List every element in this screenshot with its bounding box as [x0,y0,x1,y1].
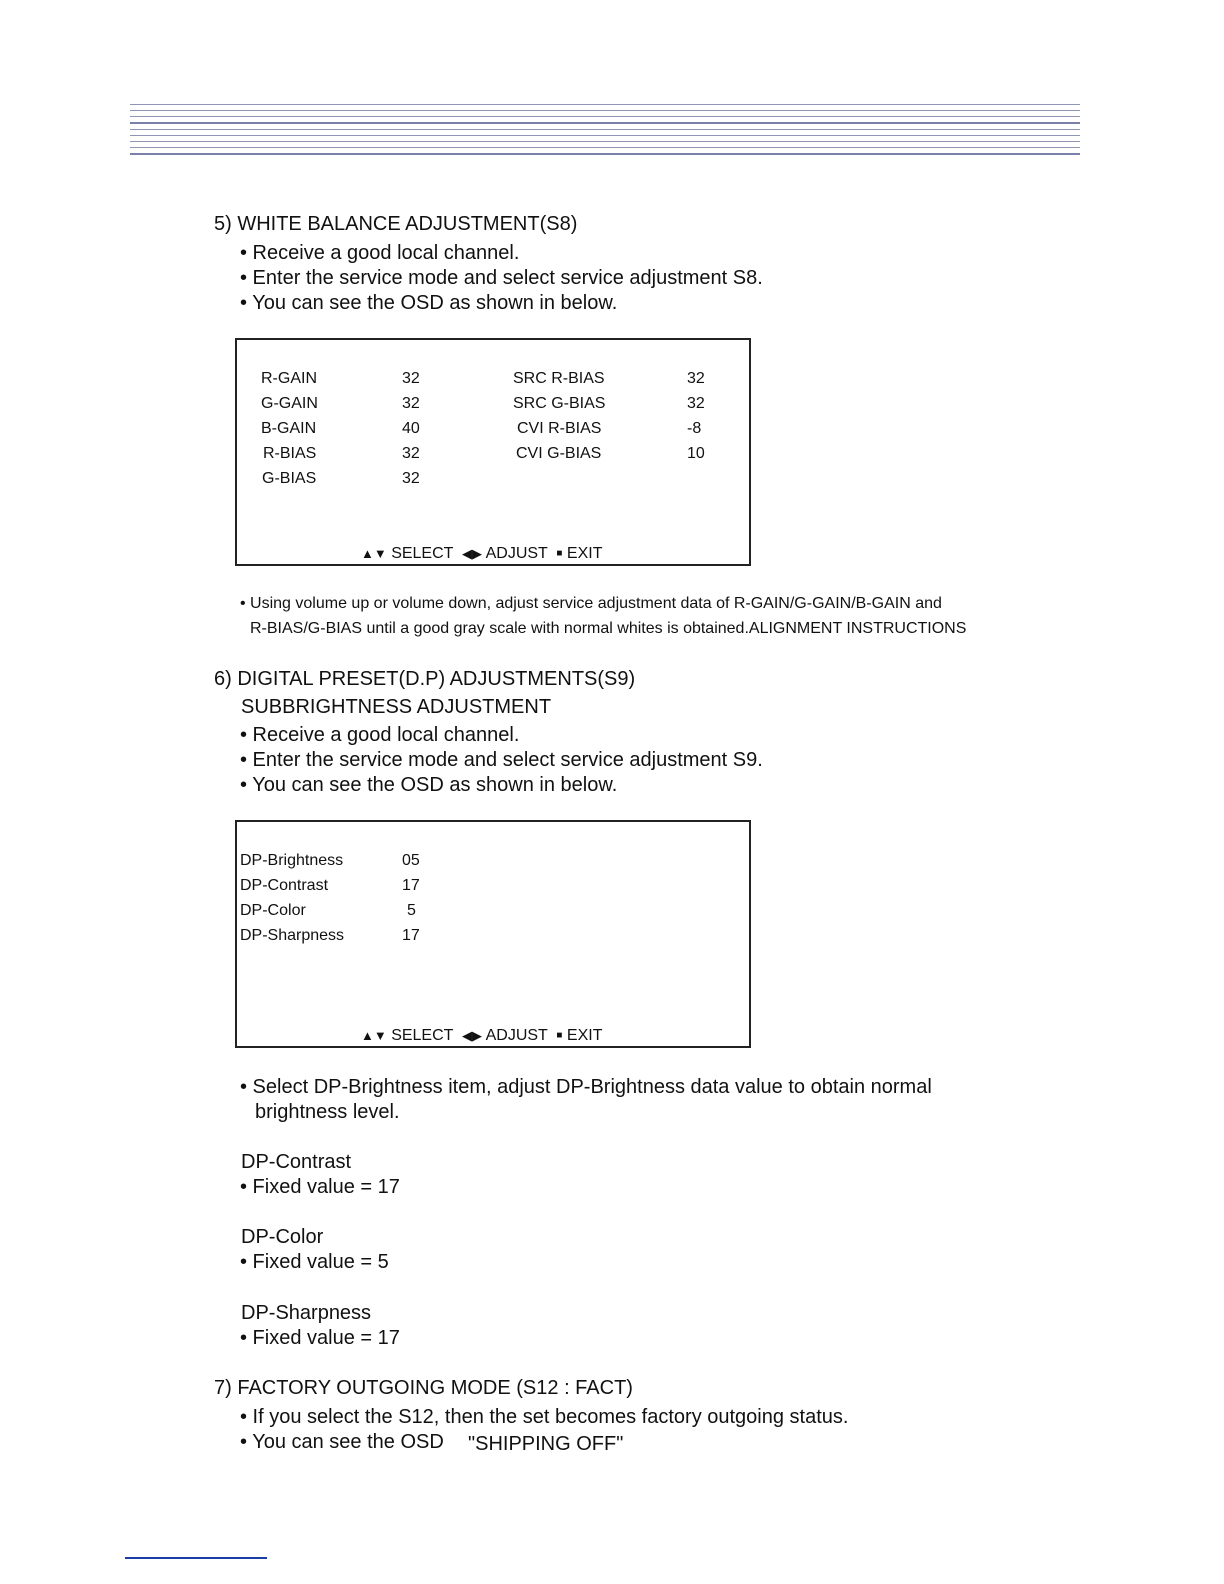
osd-value: 17 [402,927,420,944]
osd-label: DP-Brightness [240,852,344,869]
osd-value: 05 [402,852,420,869]
osd-value: 32 [687,370,705,387]
section6-bullet-2: • Enter the service mode and select service adjustment S9. [240,749,763,771]
osd-value: 40 [402,420,420,437]
section5-bullet-3: • You can see the OSD as shown in below. [240,292,618,314]
osd-label: SRC R-BIAS [513,370,605,387]
dp-sharpness-value: • Fixed value = 17 [240,1327,400,1349]
left-right-arrow-icon: ◀▶ [462,546,483,561]
osd-label: CVI G-BIAS [516,445,602,462]
stop-square-icon: ■ [556,1030,563,1041]
osd-label: R-BIAS [263,445,317,462]
dp-contrast-value: • Fixed value = 17 [240,1176,400,1198]
osd-value: 32 [402,395,420,412]
osd-value: 32 [687,395,705,412]
dp-color-value: • Fixed value = 5 [240,1251,389,1273]
osd-label: DP-Contrast [240,877,329,894]
osd-nav-bar [361,1026,602,1046]
section6-title: 6) DIGITAL PRESET(D.P) ADJUSTMENTS(S9) [214,668,636,690]
nav-select-label: SELECT [391,545,454,562]
osd-label: B-GAIN [261,420,317,437]
stop-square-icon: ■ [556,548,563,559]
osd-label: G-BIAS [262,470,317,487]
section6-select-note-line-1: • Select DP-Brightness item, adjust DP-Brightness data value to obtain normal [240,1076,932,1098]
shipping-off-osd-text: "SHIPPING OFF" [468,1433,624,1455]
osd-label: DP-Color [240,902,306,919]
section6-subtitle: SUBBRIGHTNESS ADJUSTMENT [241,696,552,718]
dp-contrast-title: DP-Contrast [241,1151,352,1173]
section7-bullet-2: • You can see the OSD [240,1431,444,1453]
footer-rule [125,1557,267,1559]
osd-value: 32 [402,445,420,462]
nav-exit-label: EXIT [566,545,603,562]
white-balance-osd-box [235,338,751,566]
digital-preset-osd-box [235,820,751,1048]
nav-adjust-label: ADJUST [485,545,548,562]
nav-exit-label: EXIT [566,1027,603,1044]
section6-bullet-1: • Receive a good local channel. [240,724,520,746]
section5-bullet-1: • Receive a good local channel. [240,242,520,264]
section7-title: 7) FACTORY OUTGOING MODE (S12 : FACT) [214,1377,633,1399]
dp-sharpness-title: DP-Sharpness [241,1302,372,1324]
up-down-arrow-icon: ▲▼ [361,1028,387,1043]
left-right-arrow-icon: ◀▶ [462,1028,483,1043]
section5-title: 5) WHITE BALANCE ADJUSTMENT(S8) [214,213,578,235]
nav-adjust-label: ADJUST [485,1027,548,1044]
header-decorative-rule [130,104,1080,162]
up-down-arrow-icon: ▲▼ [361,546,387,561]
section6-select-note-line-2: brightness level. [255,1101,400,1123]
osd-label: R-GAIN [261,370,317,387]
nav-select-label: SELECT [391,1027,454,1044]
section5-bullet-2: • Enter the service mode and select service adjustment S8. [240,267,763,289]
osd-label: DP-Sharpness [240,927,344,944]
section6-bullet-3: • You can see the OSD as shown in below. [240,774,618,796]
osd-label: CVI R-BIAS [517,420,602,437]
section5-note-line-2: R-BIAS/G-BIAS until a good gray scale with normal whites is obtained.ALIGNMENT INSTRUCTIONS [250,620,967,637]
section5-note-line-1: • Using volume up or volume down, adjust service adjustment data of R-GAIN/G-GAIN/B-GAIN and [240,595,942,612]
osd-value: -8 [687,420,702,437]
osd-value: 32 [402,370,420,387]
section7-bullet-1: • If you select the S12, then the set becomes factory outgoing status. [240,1406,849,1428]
osd-label: SRC G-BIAS [513,395,606,412]
osd-value: 5 [407,902,416,919]
osd-value: 10 [687,445,705,462]
osd-value: 32 [402,470,420,487]
osd-value: 17 [402,877,420,894]
dp-color-title: DP-Color [241,1226,324,1248]
osd-nav-bar [361,544,602,564]
osd-label: G-GAIN [261,395,318,412]
